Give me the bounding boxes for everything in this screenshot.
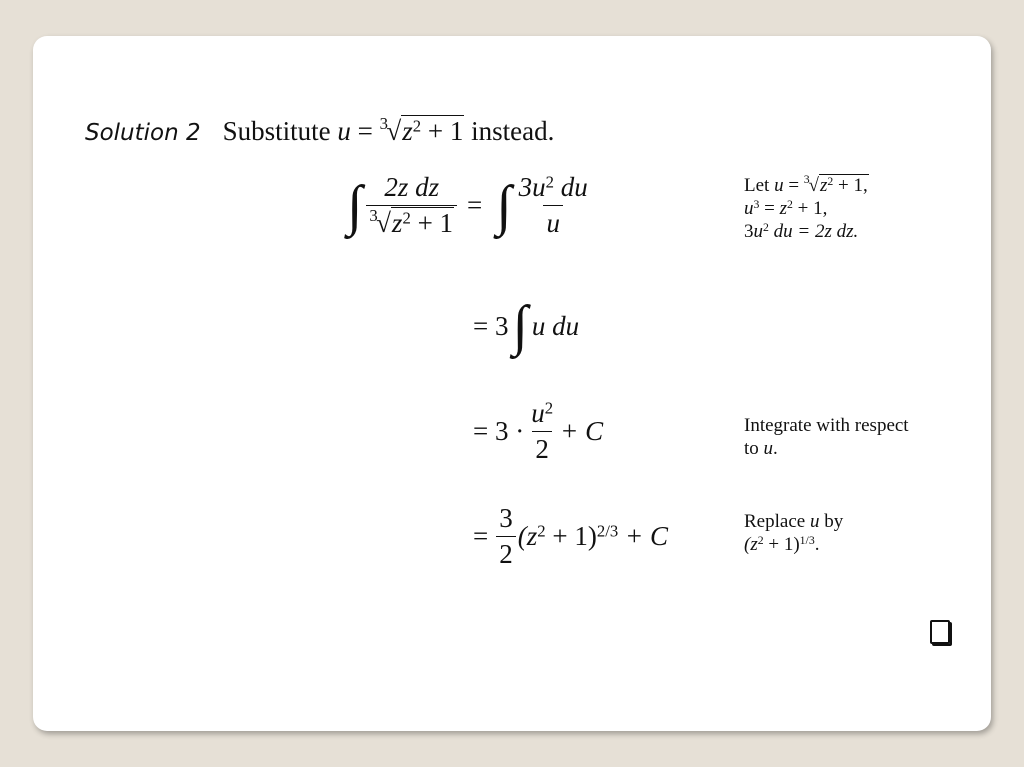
intro-text: Substitute bbox=[222, 116, 338, 146]
root-index: 3 bbox=[379, 114, 389, 134]
note2-tail: + 1, bbox=[792, 198, 828, 220]
lhs-den-tail: + 1 bbox=[410, 208, 454, 238]
intro-eq: = bbox=[350, 116, 380, 146]
note-line-3 bbox=[744, 220, 869, 243]
lhs-den-exp: 2 bbox=[402, 208, 411, 228]
step4-fraction bbox=[496, 503, 516, 570]
note-integrate-line-1: Integrate with respect bbox=[744, 415, 909, 436]
note-replace-line-2 bbox=[744, 533, 843, 556]
note2-zexp: 2 bbox=[787, 198, 793, 212]
step4-z-exp: 2 bbox=[537, 521, 546, 541]
note2-base: u bbox=[744, 198, 754, 220]
step4-prefix: = bbox=[473, 521, 489, 551]
solution-intro bbox=[223, 116, 555, 146]
step3-prefix: = 3 · bbox=[473, 416, 525, 446]
solution-heading bbox=[85, 116, 554, 147]
note3-u: u bbox=[753, 221, 763, 243]
intro-radical: 3 $√z^2 + 1$ bbox=[379, 114, 464, 146]
note-replace-line-1 bbox=[744, 510, 843, 533]
note-line-2 bbox=[744, 197, 869, 220]
step2-body: u du bbox=[531, 310, 580, 341]
step4-tail: + C bbox=[618, 521, 668, 551]
note-replace-exp: 1/3 bbox=[799, 534, 815, 548]
note1-eq: = bbox=[783, 175, 804, 196]
radicand-base: z bbox=[402, 116, 413, 146]
note-replace bbox=[744, 510, 843, 556]
note-integrate bbox=[744, 414, 909, 460]
lhs-den-base: z bbox=[391, 208, 403, 238]
integral-sign: ∫ bbox=[347, 174, 363, 237]
note1-base: z bbox=[819, 175, 828, 196]
intro-var: u bbox=[337, 116, 351, 146]
integral-sign: ∫ bbox=[496, 174, 512, 237]
lhs-root-index: 3 bbox=[369, 206, 378, 226]
note-replace-open: (z bbox=[744, 534, 758, 556]
note-integrate-var: u bbox=[763, 438, 774, 460]
note-integrate-post: . bbox=[773, 438, 778, 460]
note-replace-mid: + 1) bbox=[763, 534, 800, 556]
note3-pre: 3 bbox=[744, 221, 754, 243]
note1-exp: 2 bbox=[827, 175, 834, 189]
note1-radical: 3 $√z^2 + 1$, bbox=[803, 172, 868, 196]
rhs-num-exp: 2 bbox=[545, 172, 554, 192]
step3-den: 2 bbox=[532, 431, 552, 465]
note3-exp: 2 bbox=[763, 221, 769, 235]
rhs-denominator: u bbox=[546, 208, 560, 238]
lhs-numerator: 2z dz bbox=[384, 172, 440, 202]
step4-outer-exp: 2/3 bbox=[596, 521, 619, 541]
radicand-tail: + 1 bbox=[421, 116, 464, 146]
step-2-equation bbox=[473, 295, 580, 357]
step-4-equation bbox=[473, 503, 668, 570]
note-substitution bbox=[744, 174, 869, 244]
rhs-num-coef: 3u bbox=[518, 172, 546, 202]
step2-prefix: = 3 bbox=[473, 310, 509, 341]
note2-mid: = bbox=[759, 198, 780, 220]
radicand-exp: 2 bbox=[412, 116, 422, 136]
note2-z: z bbox=[779, 198, 788, 220]
note-replace-post: by bbox=[819, 511, 844, 532]
note-replace-post2: . bbox=[814, 534, 820, 556]
note-replace-pre: Replace bbox=[744, 511, 810, 532]
lhs-radical: 3 $√z^2 + 1$ bbox=[369, 206, 454, 238]
step4-paren-mid: + 1) bbox=[545, 521, 597, 551]
note1-tail: + 1, bbox=[833, 175, 868, 196]
note2-exp: 3 bbox=[753, 198, 760, 212]
step3-fraction bbox=[528, 398, 556, 465]
note-line-1 bbox=[744, 174, 869, 197]
step3-tail: + C bbox=[560, 416, 604, 446]
note1-var: u bbox=[774, 175, 784, 196]
note-integrate-pre: to bbox=[744, 438, 764, 460]
step4-frac-den: 2 bbox=[496, 536, 516, 570]
note1-root-index: 3 bbox=[803, 172, 810, 186]
note-integrate-line-2 bbox=[744, 437, 909, 460]
note-replace-zexp: 2 bbox=[757, 534, 764, 548]
step4-frac-num: 3 bbox=[499, 503, 513, 533]
note3-tail: du = 2z dz. bbox=[768, 221, 859, 243]
step-1-equation bbox=[343, 172, 591, 239]
step4-expression bbox=[518, 521, 668, 552]
step-3-equation bbox=[473, 398, 603, 465]
integral-sign: ∫ bbox=[512, 295, 528, 357]
step3-num-exp: 2 bbox=[544, 398, 554, 418]
intro-after: instead. bbox=[464, 116, 555, 146]
solution-label: Solution 2 bbox=[85, 120, 201, 146]
lhs-fraction bbox=[366, 172, 457, 239]
note-replace-var: u bbox=[809, 511, 820, 532]
rhs-num-tail: du bbox=[554, 172, 588, 202]
qed-box-icon bbox=[930, 620, 950, 644]
step3-num-base: u bbox=[531, 398, 545, 428]
step4-paren-open: (z bbox=[517, 521, 538, 551]
rhs-fraction bbox=[516, 172, 591, 239]
slide-card bbox=[33, 36, 991, 731]
equals-sign: = bbox=[467, 190, 483, 220]
note1-pre: Let bbox=[744, 175, 775, 196]
